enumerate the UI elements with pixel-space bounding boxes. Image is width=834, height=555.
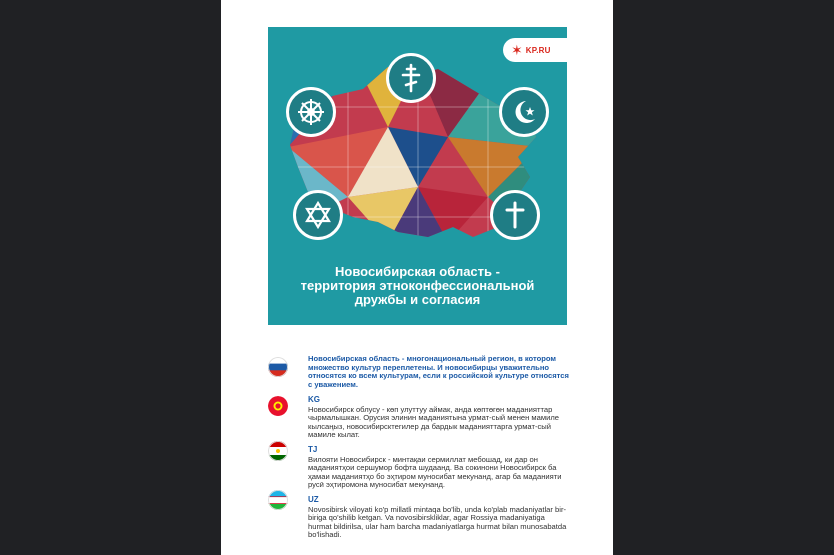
language-text-container	[308, 396, 570, 440]
star-of-david-icon	[293, 190, 343, 240]
poster-image	[268, 27, 567, 325]
kp-logo	[503, 38, 567, 62]
kp-star-icon: ✶	[511, 42, 523, 58]
language-text-container	[308, 496, 570, 540]
language-text: Novosibirsk viloyati ko'p millatli mintaqa bo'lib, unda ko'plab madaniyatlar bir-biriga qo'shilib ketgan. Va novosibirskliklar, agar Rossiya madaniyatiga hurmat bildirilsa, ular ham barcha madaniyatlarga hurmat bilan munosabatda bo'lishadi.	[308, 504, 567, 540]
document-page	[221, 0, 613, 555]
kyrgyzstan-flag-icon	[268, 396, 288, 416]
russia-flag-icon	[268, 357, 288, 377]
poster-title-line: Новосибирская область -	[335, 264, 500, 279]
language-text: Вилояти Новосибирск - минтақаи сермиллат мебошад, ки дар он маданиятҳои сершумор бофта шудаанд. Ва сокинони Новосибирск ба ҳамаи маданиятҳо бо эҳтиром муносибат мекунанд, агар ба маданияти русӣ эҳтиромона муносибат мекунанд.	[308, 454, 562, 490]
language-code: KG	[308, 395, 320, 404]
language-code: TJ	[308, 445, 318, 454]
poster-title	[268, 265, 567, 307]
logo-text: KP.RU	[525, 45, 551, 55]
language-code: UZ	[308, 495, 319, 504]
language-text: Новосибирск облусу - көп улуттуу аймак, анда көптөгөн маданияттар чырмалышкан. Орусия элинин маданиятына урмат-сый менен мамиле кылсаңыз, новосибирсктегилер да бардык маданияттарга урмат-сый мамиле кылат.	[308, 404, 559, 440]
uzbekistan-flag-icon	[268, 490, 288, 510]
language-text-container	[308, 446, 570, 490]
poster-title-line: дружбы и согласия	[354, 292, 481, 307]
orthodox-cross-icon	[386, 53, 436, 103]
dharma-wheel-icon	[286, 87, 336, 137]
crescent-star-icon	[499, 87, 549, 137]
poster-title-line: территория этноконфессиональной	[300, 278, 535, 293]
tajikistan-flag-icon	[268, 441, 288, 461]
christian-cross-icon	[490, 190, 540, 240]
language-text: Новосибирская область - многонациональный регион, в котором множество культур переплетены. И новосибирцы уважительно относятся ко всем культурам, если к российской культуре относятся с уважением.	[308, 354, 569, 389]
